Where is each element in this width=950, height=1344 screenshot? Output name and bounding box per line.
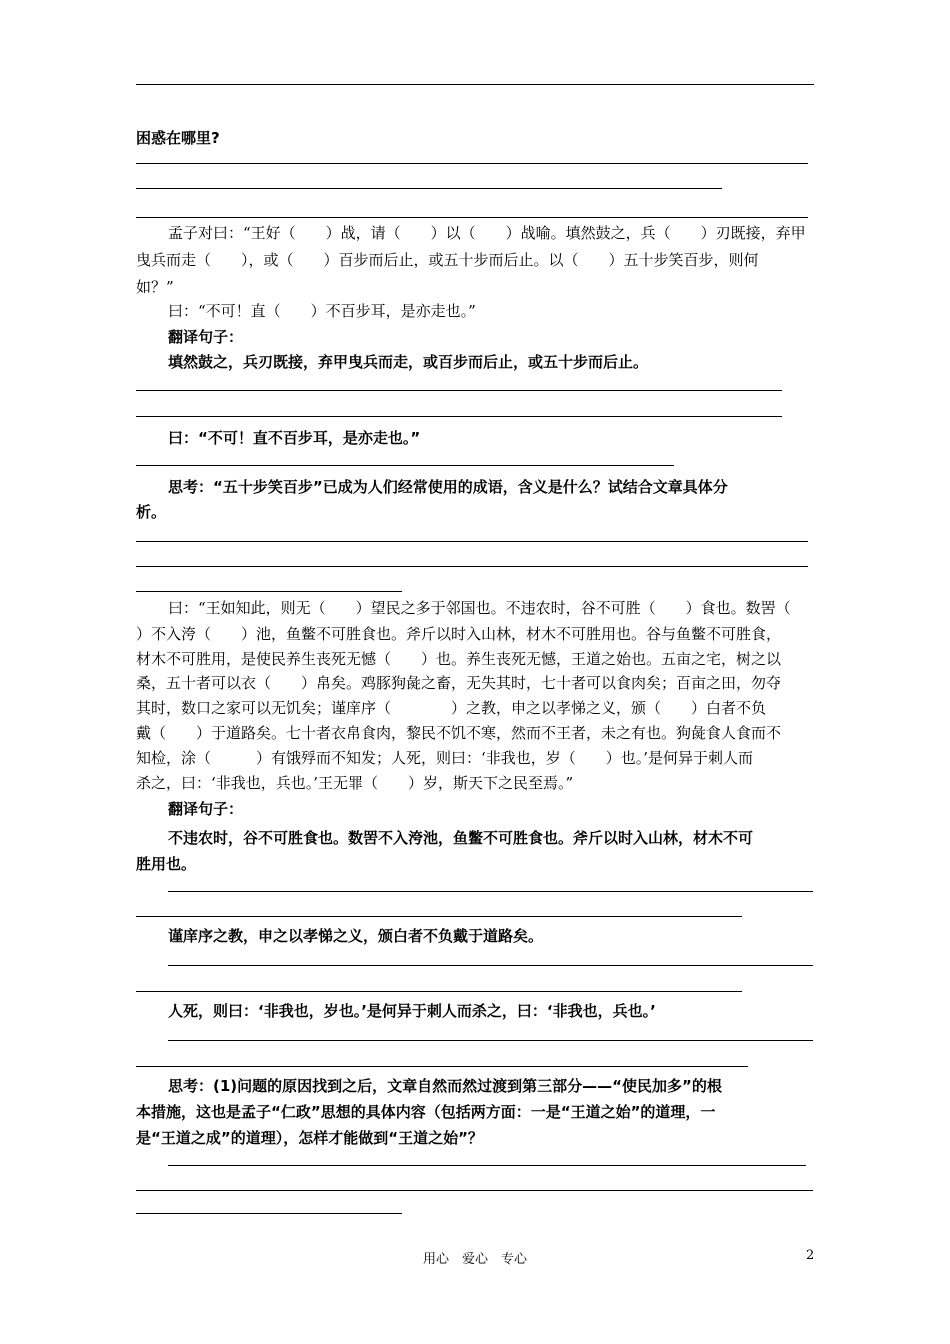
passage-text: 桑，五十者可以衣（ ）帛矣。鸡豚狗彘之畜，无失其时，七十者可以食肉矣；百亩之田，勿夺 [136,674,782,692]
answer-line [136,163,808,164]
translate-sentence: 填然鼓之，兵刃既接，弃甲曳兵而走，或百步而后止，或五十步而后止。 [168,353,649,371]
passage-text: 其时，数口之家可以无饥矣；谨庠序（ ）之教，申之以孝悌之义，颁（ ）白者不负 [136,699,767,717]
answer-line [136,390,782,391]
answer-line [136,591,402,592]
translate-sentence: 胜用也。 [136,855,197,873]
answer-line [136,1190,813,1191]
answer-line [136,416,782,417]
passage-text: 知检，涂（ ）有饿殍而不知发；人死，则曰：‘非我也，岁（ ）也。’是何异于刺人而 [136,749,754,767]
answer-line [136,541,808,542]
answer-line [136,217,808,218]
think-question: 本措施，这也是孟子“仁政”思想的具体内容（包括两方面：一是“王道之始”的道理，一 [136,1103,716,1121]
translate-sentence: 不违农时，谷不可胜食也。数罟不入洿池，鱼鳖不可胜食也。斧斤以时入山林，材木不可 [168,829,754,847]
answer-line [168,1165,806,1166]
think-question: 析。 [136,503,167,521]
passage-text: 曰：“王如知此，则无（ ）望民之多于邻国也。不违农时，谷不可胜（ ）食也。数罟（ [168,599,791,617]
passage-text: 材木不可胜用，是使民养生丧死无憾（ ）也。养生丧死无憾，王道之始也。五亩之宅，树之以 [136,650,782,668]
top-rule [136,84,814,85]
passage-text: 曰：“不可！直（ ）不百步耳，是亦走也。” [168,302,476,320]
think-question: 是“王道之成”的道理），怎样才能做到“王道之始”？ [136,1129,483,1147]
translate-sentence: 曰：“不可！直不百步耳，是亦走也。” [168,429,421,447]
answer-line [136,1213,402,1214]
page-number: 2 [806,1248,815,1263]
translate-sentence: 人死，则曰：‘非我也，岁也。’是何异于刺人而杀之，曰：‘非我也，兵也。’ [168,1002,656,1020]
think-question: 思考：(1)问题的原因找到之后，文章自然而然过渡到第三部分——“使民加多”的根 [168,1077,722,1095]
passage-text: 曳兵而走（ ），或（ ）百步而后止，或五十步而后止。以（ ）五十步笑百步，则何 [136,251,759,269]
answer-line [136,991,742,992]
translate-sentence: 谨庠序之教，申之以孝悌之义，颁白者不负戴于道路矣。 [168,927,544,945]
answer-line [136,465,674,466]
answer-line [136,566,808,567]
answer-line [168,891,813,892]
translate-heading: 翻译句子： [168,328,244,346]
passage-text: 孟子对曰：“王好（ ）战，请（ ）以（ ）战喻。填然鼓之，兵（ ）刃既接，弃甲 [168,224,806,242]
translate-heading: 翻译句子： [168,800,244,818]
passage-text: 杀之，曰：‘非我也，兵也。’王无罪（ ）岁，斯天下之民至焉。” [136,774,574,792]
answer-line [168,1040,813,1041]
answer-line [136,188,722,189]
passage-text: ）不入洿（ ）池，鱼鳖不可胜食也。斧斤以时入山林，材木不可胜用也。谷与鱼鳖不可胜食， [136,625,782,643]
think-question: 思考：“五十步笑百步”已成为人们经常使用的成语，含义是什么？试结合文章具体分 [168,478,728,496]
answer-line [136,1066,748,1067]
footer-text: 用心 爱心 专心 [422,1252,527,1267]
answer-line [168,965,813,966]
passage-text: 戴（ ）于道路矣。七十者衣帛食肉，黎民不饥不寒，然而不王者，未之有也。狗彘食人食而不 [136,724,782,742]
passage-text: 如？” [136,278,174,296]
answer-line [136,916,742,917]
section-heading: 困惑在哪里? [136,129,220,147]
